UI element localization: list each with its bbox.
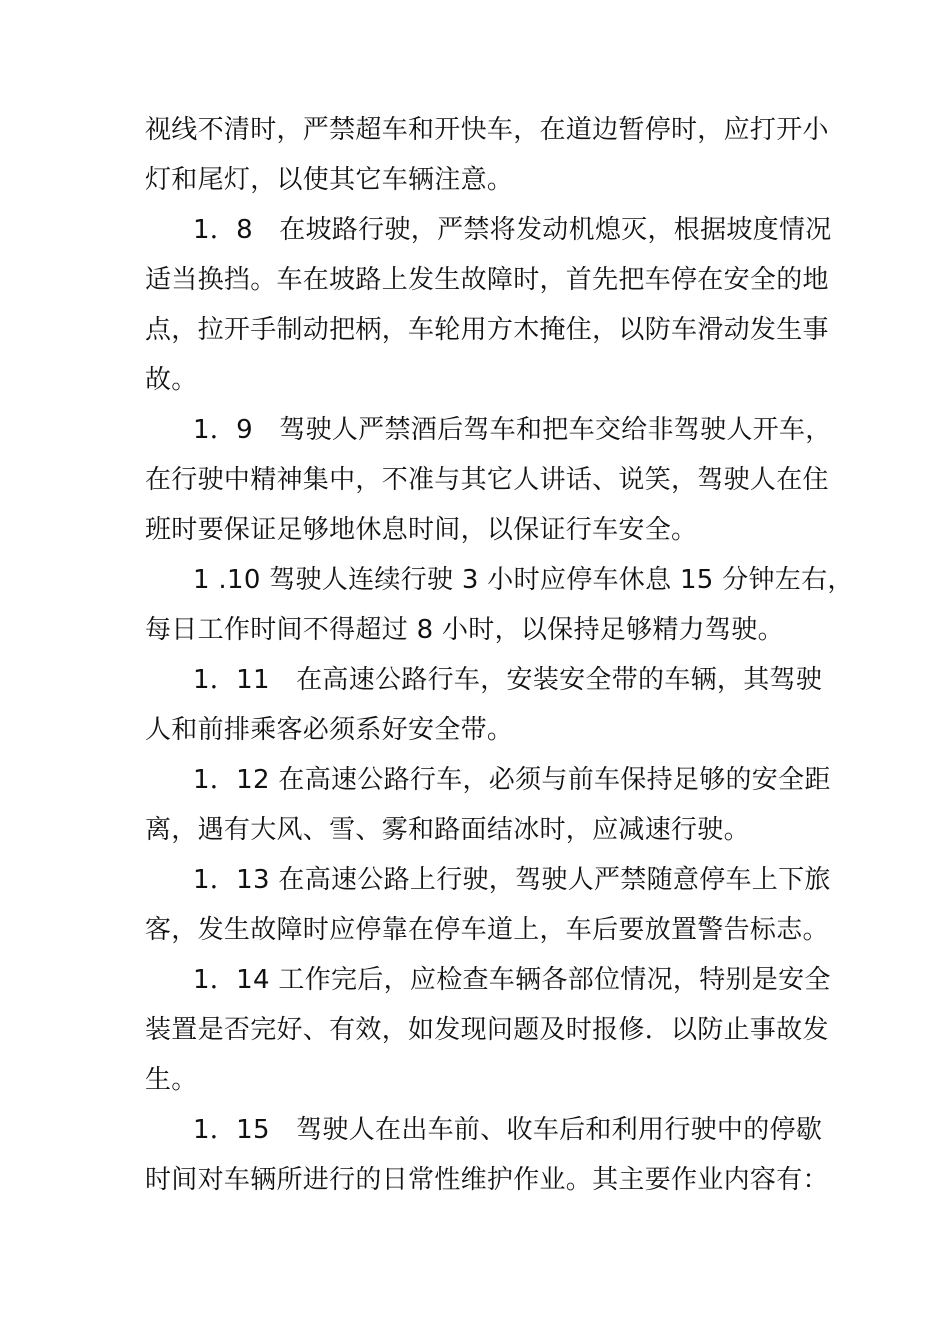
text-line: 在行驶中精神集中，不准与其它人讲话、说笑，驾驶人在住 [145,465,829,495]
text-line: 点，拉开手制动把柄，车轮用方木掩住，以防车滑动发生事 [145,315,829,345]
paragraph-1-12-line: 1．12 在高速公路行车，必须与前车保持足够的安全距 [193,765,831,795]
text-line: 每日工作时间不得超过 8 小时，以保持足够精力驾驶。 [145,615,784,645]
text-line: 装置是否完好、有效，如发现问题及时报修．以防止事故发 [145,1015,829,1045]
paragraph-1-14-line: 1．14 工作完后，应检查车辆各部位情况，特别是安全 [193,965,831,995]
paragraph-1-10-line: 1 .10 驾驶人连续行驶 3 小时应停车休息 15 分钟左右， [193,565,854,595]
paragraph-1-9-line: 1．9 驾驶人严禁酒后驾车和把车交给非驾驶人开车， [193,415,832,445]
paragraph-1-15-line: 1．15 驾驶人在出车前、收车后和利用行驶中的停歇 [193,1115,823,1145]
text-line: 视线不清时，严禁超车和开快车，在道边暂停时，应打开小 [145,115,829,145]
text-line: 离，遇有大风、雪、雾和路面结冰时，应减速行驶。 [145,815,750,845]
text-line: 适当换挡。车在坡路上发生故障时，首先把车停在安全的地 [145,265,829,295]
paragraph-1-13-line: 1．13 在高速公路上行驶，驾驶人严禁随意停车上下旅 [193,865,831,895]
text-line: 时间对车辆所进行的日常性维护作业。其主要作业内容有： [145,1165,829,1195]
paragraph-1-11-line: 1．11 在高速公路行车，安装安全带的车辆，其驾驶 [193,665,823,695]
text-line: 生。 [145,1065,198,1095]
text-line: 班时要保证足够地休息时间，以保证行车安全。 [145,515,698,545]
text-line: 灯和尾灯，以使其它车辆注意。 [145,165,514,195]
paragraph-1-8-line: 1．8 在坡路行驶，严禁将发动机熄灭，根据坡度情况 [193,215,832,245]
text-line: 故。 [145,365,198,395]
text-line: 客，发生故障时应停靠在停车道上，车后要放置警告标志。 [145,915,829,945]
text-line: 人和前排乘客必须系好安全带。 [145,715,514,745]
